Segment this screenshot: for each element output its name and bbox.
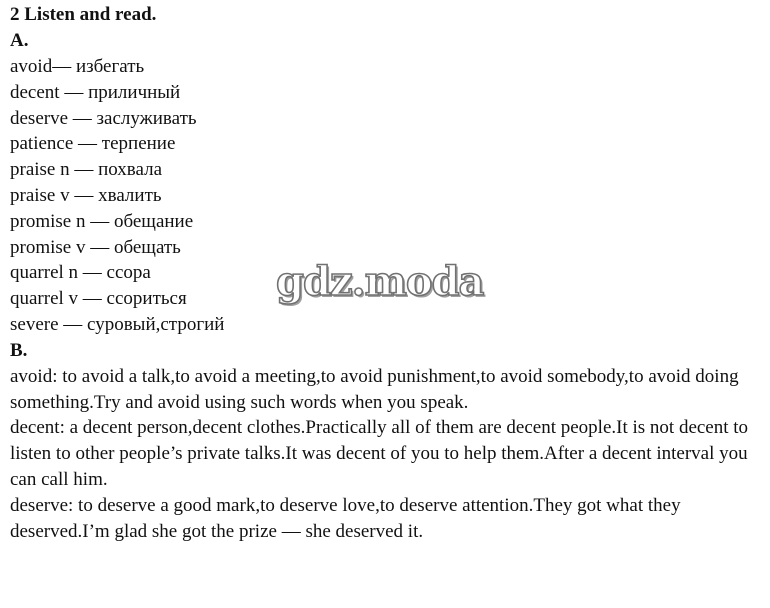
- vocabulary-item: praise v — хвалить: [10, 184, 162, 206]
- section-a-label: A.: [10, 30, 29, 51]
- vocabulary-item: praise n — похвала: [10, 159, 163, 181]
- site-watermark: gdz.moda: [276, 258, 484, 305]
- vocabulary-item: quarrel n — ссора: [10, 262, 151, 284]
- example-paragraph-avoid: avoid: to avoid a talk,to avoid a meeting,to avoid punishment,to avoid somebody,to avoid doing something.Try and avoid using such words when you speak.: [10, 365, 739, 413]
- vocabulary-item: promise n — обещание: [10, 210, 194, 232]
- vocabulary-item: deserve — заслуживать: [10, 107, 197, 129]
- vocabulary-item: decent — приличный: [10, 81, 181, 103]
- vocabulary-item: promise v — обещать: [10, 236, 181, 258]
- vocabulary-item: severe — суровый,строгий: [10, 313, 225, 335]
- vocabulary-item: patience — терпение: [10, 133, 176, 155]
- vocabulary-item: quarrel v — ссориться: [10, 288, 187, 310]
- exercise-title: 2 Listen and read.: [10, 4, 157, 25]
- example-paragraph-deserve: deserve: to deserve a good mark,to deserve love,to deserve attention.They got what they deserved.I’m glad she got the prize — she deserved it.: [10, 494, 681, 542]
- section-b-label: B.: [10, 339, 28, 361]
- example-paragraph-decent: decent: a decent person,decent clothes.Practically all of them are decent people.It is not decent to listen to other people’s private talks.It was decent of you to help them.After a decent interval you can call him.: [10, 417, 749, 490]
- vocabulary-item: avoid— избегать: [10, 56, 145, 77]
